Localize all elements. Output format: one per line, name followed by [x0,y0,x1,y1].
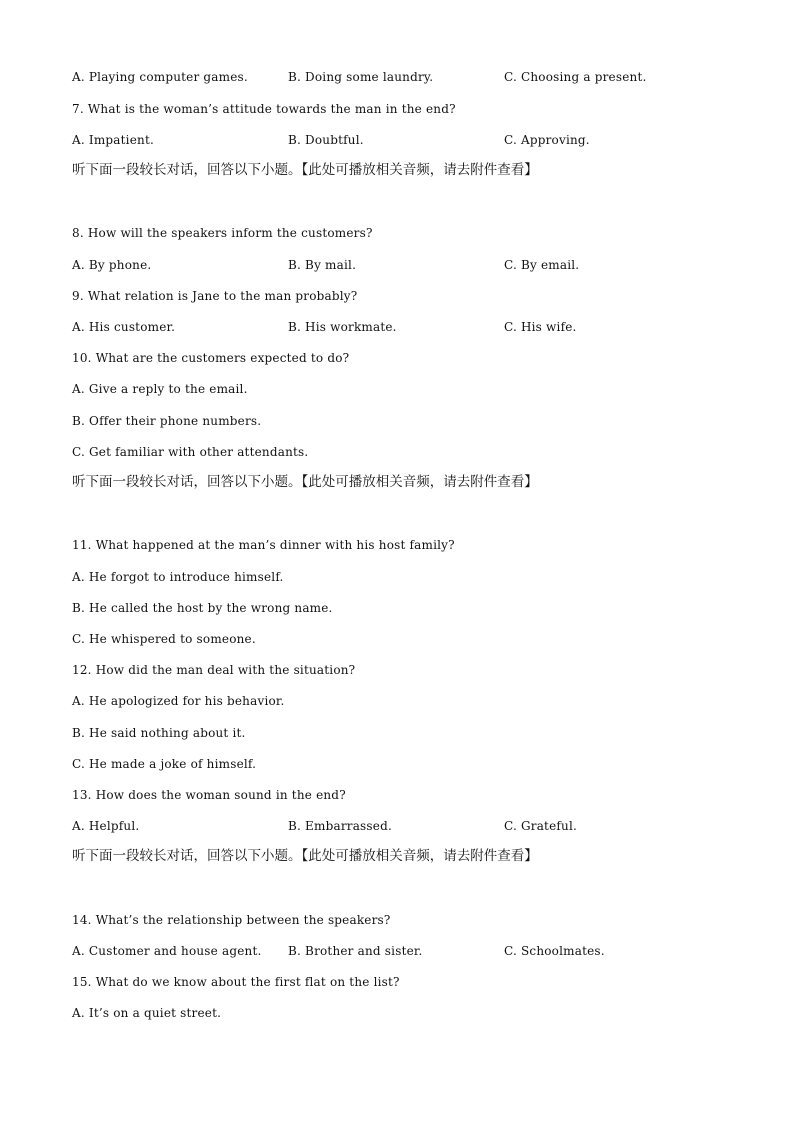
q12-question: 12. How did the man deal with the situation? [72,663,356,677]
q13-option-a: A. Helpful. [72,819,140,833]
q7-option-b: B. Doubtful. [288,133,364,147]
q7-option-c: C. Approving. [504,133,590,147]
q11-option-b: B. He called the host by the wrong name. [72,601,333,615]
q6-option-a: A. Playing computer games. [72,70,248,84]
section-note: 听下面一段较长对话，回答以下小题。【此处可播放相关音频，请去附件查看】 [72,474,538,490]
q8-option-a: A. By phone. [72,258,152,272]
q14-option-a: A. Customer and house agent. [72,944,262,958]
q10-option-a: A. Give a reply to the email. [72,382,248,396]
q13-option-c: C. Grateful. [504,819,578,833]
q9-question: 9. What relation is Jane to the man probably? [72,289,358,303]
q13-question: 13. How does the woman sound in the end? [72,788,346,802]
q11-option-c: C. He whispered to someone. [72,632,256,646]
q10-question: 10. What are the customers expected to do? [72,351,350,365]
q11-question: 11. What happened at the man’s dinner with his host family? [72,538,455,552]
q14-option-c: C. Schoolmates. [504,944,605,958]
section-note: 听下面一段较长对话，回答以下小题。【此处可播放相关音频，请去附件查看】 [72,848,538,864]
q15-question: 15. What do we know about the first flat on the list? [72,975,400,989]
q11-option-a: A. He forgot to introduce himself. [72,570,284,584]
q9-option-b: B. His workmate. [288,320,397,334]
q10-option-b: B. Offer their phone numbers. [72,414,262,428]
q14-question: 14. What’s the relationship between the speakers? [72,913,391,927]
q12-option-b: B. He said nothing about it. [72,726,246,740]
q9-option-a: A. His customer. [72,320,176,334]
q7-option-a: A. Impatient. [72,133,154,147]
q9-option-c: C. His wife. [504,320,577,334]
section-note: 听下面一段较长对话，回答以下小题。【此处可播放相关音频，请去附件查看】 [72,162,538,178]
q12-option-c: C. He made a joke of himself. [72,757,257,771]
q8-option-c: C. By email. [504,258,580,272]
q10-option-c: C. Get familiar with other attendants. [72,445,309,459]
q6-option-b: B. Doing some laundry. [288,70,434,84]
q14-option-b: B. Brother and sister. [288,944,423,958]
q15-option-a: A. It’s on a quiet street. [72,1006,222,1020]
q6-option-c: C. Choosing a present. [504,70,647,84]
q12-option-a: A. He apologized for his behavior. [72,694,285,708]
q13-option-b: B. Embarrassed. [288,819,392,833]
q8-question: 8. How will the speakers inform the customers? [72,226,373,240]
q8-option-b: B. By mail. [288,258,357,272]
q7-question: 7. What is the woman’s attitude towards the man in the end? [72,102,456,116]
